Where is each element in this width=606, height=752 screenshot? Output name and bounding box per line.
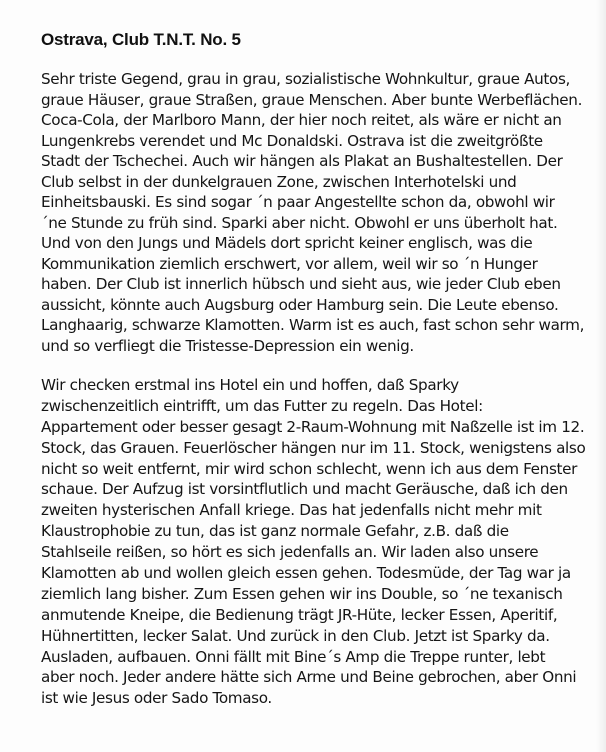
text-line: Langhaarig, schwarze Klamotten. Warm ist es auch, fast schon sehr warm, — [41, 316, 585, 334]
text-line: und so verfliegt die Tristesse-Depression ein wenig. — [41, 336, 414, 355]
text-line: ziemlich lang bisher. Zum Essen gehen wir ins Double, so ´ne texanisch — [41, 584, 563, 603]
paragraph-1 — [41, 69, 584, 356]
text-line: ´ne Stunde zu früh sind. Sparki aber nicht. Obwohl er uns überholt hat. — [41, 213, 558, 232]
text-line: Club selbst in der dunkelgrauen Zone, zwischen Interhotelski und — [41, 172, 517, 191]
page-title: Ostrava, Club T.N.T. No. 5 — [41, 30, 241, 49]
text-line: Wir checken erstmal ins Hotel ein und hoffen, daß Sparky — [41, 376, 459, 394]
scan-edge-shadow — [596, 0, 606, 752]
text-line: graue Häuser, graue Straßen, graue Menschen. Aber bunte Werbeflächen. — [41, 90, 583, 109]
text-line: Hühnertitten, lecker Salat. Und zurück in den Club. Jetzt ist Sparky da. — [41, 626, 550, 645]
text-line: Klaustrophobie zu tun, das ist ganz normale Gefahr, z.B. daß die — [41, 522, 509, 541]
text-line: Sehr triste Gegend, grau in grau, sozialistische Wohnkultur, graue Autos, — [41, 70, 571, 88]
text-line: anmutende Kneipe, die Bedienung trägt JR-Hüte, lecker Essen, Aperitif, — [41, 605, 558, 624]
text-line: Stahlseile reißen, so hört es sich jedenfalls an. Wir laden also unsere — [41, 543, 539, 562]
text-line: haben. Der Club ist innerlich hübsch und sieht aus, wie jeder Club eben — [41, 275, 561, 293]
text-line: nicht so weit entfernt, mir wird schon schlecht, wenn ich aus dem Fenster — [41, 459, 578, 478]
text-line: aber noch. Jeder andere hätte sich Arme und Beine gebrochen, aber Onni — [41, 668, 577, 687]
text-line: schaue. Der Aufzug ist vorsintflutlich und macht Geräusche, daß ich den — [41, 480, 568, 499]
text-line: Und von den Jungs und Mädels dort spricht keiner englisch, was die — [41, 234, 533, 252]
text-line: aussicht, könnte auch Augsburg oder Hamburg sein. Die Leute ebenso. — [41, 295, 559, 314]
paragraph-2 — [41, 375, 585, 709]
text-line: ist wie Jesus oder Sado Tomaso. — [41, 689, 272, 708]
text-line: zweiten hysterischen Anfall kriege. Das hat jedenfalls nicht mehr mit — [41, 501, 542, 520]
text-line: Lungenkrebs verendet und Mc Donaldski. Ostrava ist die zweitgrößte — [41, 131, 543, 150]
text-line: Coca-Cola, der Marlboro Mann, der hier noch reitet, als wäre er nicht an — [41, 111, 562, 129]
text-line: Klamotten ab und wollen gleich essen gehen. Todesmüde, der Tag war ja — [41, 564, 571, 583]
text-line: zwischenzeitlich eintrifft, um das Futter zu regeln. Das Hotel: — [41, 396, 483, 415]
text-line: Stadt der Tschechei. Auch wir hängen als Plakat an Bushaltestellen. Der — [41, 152, 563, 170]
text-line: Stock, das Grauen. Feuerlöscher hängen nur im 11. Stock, wenigstens also — [41, 438, 586, 457]
text-line: Appartement oder besser gesagt 2-Raum-Wohnung mit Naßzelle ist im 12. — [41, 417, 585, 436]
text-line: Kommunikation ziemlich erschwert, vor allem, weil wir so ´n Hunger — [41, 254, 538, 273]
text-line: Einheitsbauski. Es sind sogar ´n paar Angestellte schon da, obwohl wir — [41, 193, 555, 211]
text-line: Ausladen, aufbauen. Onni fällt mit Bine´s Amp die Treppe runter, lebt — [41, 647, 546, 666]
